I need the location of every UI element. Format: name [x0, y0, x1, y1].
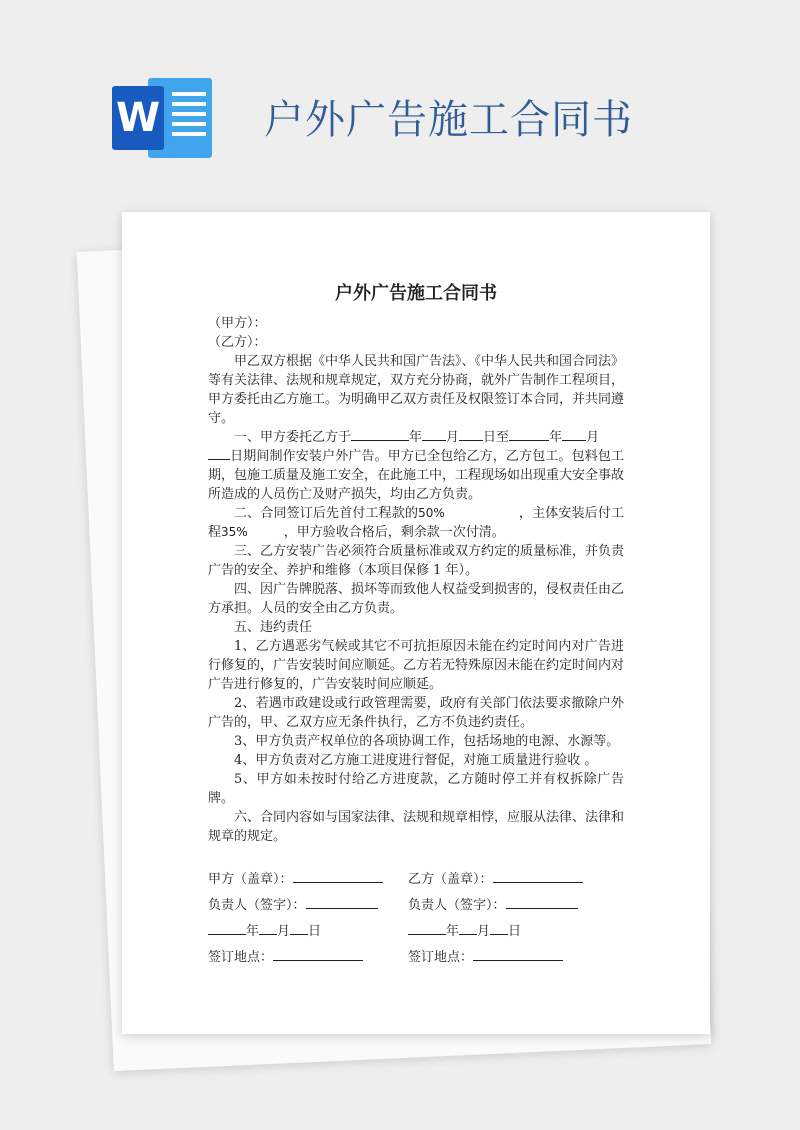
- signature-line: [293, 870, 383, 883]
- signature-line: [493, 870, 583, 883]
- clause-2-mid: ，主体安装后付工程: [208, 506, 624, 540]
- date-month: 月: [477, 924, 491, 939]
- date-year: 年: [446, 924, 460, 939]
- clause-5-item-1: 1、乙方遇恶劣气候或其它不可抗拒原因未能在约定时间内对广告进行修复的，广告安装时间应顺延。乙方若无特殊原因未能在约定时间内对广告进行修复的，广告安装时间应顺延。: [208, 639, 625, 692]
- party-b-seal-label: 乙方（盖章）：: [408, 872, 493, 887]
- blank-line: [459, 428, 483, 441]
- party-a-seal: [208, 868, 383, 887]
- clause-5-item-3: 3、甲方负责产权单位的各项协调工作，包括场地的电源、水源等。: [234, 734, 620, 749]
- blank-line: [290, 922, 308, 935]
- party-b-signer: [408, 894, 578, 913]
- party-a-seal-label: 甲方（盖章）：: [208, 872, 293, 887]
- clause-5-item-5: 5、甲方如未按时付给乙方进度款，乙方随时停工并有权拆除广告牌。: [208, 772, 624, 806]
- party-b-seal: [408, 868, 583, 887]
- date-day: 日: [308, 924, 322, 939]
- date-day: 日: [508, 924, 522, 939]
- blank-line: [408, 922, 446, 935]
- blank-line: [459, 922, 477, 935]
- party-b-line: （乙方）：: [208, 335, 267, 350]
- party-a-place: [208, 946, 363, 965]
- place-label: 签订地点：: [408, 950, 474, 965]
- blank-line: [208, 922, 246, 935]
- clause-5-item-4: 4、甲方负责对乙方施工进度进行督促，对施工质量进行验收 。: [234, 753, 598, 768]
- document-page: [122, 212, 710, 1034]
- signer-row: [208, 894, 624, 920]
- party-b-date: [408, 920, 521, 939]
- party-b-place: [408, 946, 563, 965]
- blank-line: [351, 428, 409, 441]
- signature-line: [473, 948, 563, 961]
- clause-3: 三、乙方安装广告必须符合质量标准或双方约定的质量标准，并负责广告的安全、养护和维修（本项目保修 1 年）。: [208, 544, 625, 578]
- signature-block: [208, 868, 624, 972]
- intro-paragraph: 甲乙双方根据《中华人民共和国广告法》、《中华人民共和国合同法》等有关法律、法规和规章规定，双方充分协商，就外广告制作工程项目，甲方委托由乙方施工。为明确甲乙双方责任及权限签订本合同，并共同遵守。: [208, 354, 625, 426]
- clause-5-item-2: 2、若遇市政建设或行政管理需要，政府有关部门依法要求撤除户外广告的，甲、乙双方应无条件执行，乙方不负违约责任。: [208, 696, 624, 730]
- clause-1-body: 日期间制作安装户外广告。甲方已全包给乙方，乙方包工。包料包工期，包施工质量及施工安全，在此施工中，工程现场如出现重大安全事故所造成的人员伤亡及财产损失，均由乙方负责。: [208, 449, 625, 502]
- clause-1-day-to: 日至: [483, 430, 510, 445]
- party-a-date: [208, 920, 321, 939]
- seal-row: [208, 868, 624, 894]
- clause-1-year-2: 年: [549, 430, 563, 445]
- word-icon-letter: W: [112, 86, 164, 150]
- blank-line: [509, 428, 549, 441]
- word-icon: [112, 78, 216, 158]
- clause-1-lead: 一、甲方委托乙方于: [234, 430, 352, 445]
- signature-line: [273, 948, 363, 961]
- clause-1-month-2: 月: [586, 430, 600, 445]
- banner-title: 户外广告施工合同书: [264, 97, 633, 143]
- party-a-signer-label: 负责人（签字）：: [208, 898, 306, 913]
- header-banner: [0, 0, 800, 200]
- clause-2-tail: ，甲方验收合格后，剩余款一次付清。: [283, 525, 505, 540]
- document-body: [208, 282, 624, 846]
- clause-5-title: 五、违约责任: [234, 620, 313, 635]
- clause-4: 四、因广告牌脱落、损坏等而致他人权益受到损害的，侵权责任由乙方承担。人员的安全由乙方负责。: [208, 582, 625, 616]
- word-icon-lines: [172, 92, 206, 142]
- clause-2-lead: 二、合同签订后先首付工程款的: [234, 506, 419, 521]
- clause-1: [208, 428, 624, 504]
- place-label: 签订地点：: [208, 950, 274, 965]
- blank-line: [422, 428, 446, 441]
- signature-line: [306, 896, 378, 909]
- clause-2-percent-first: 50%: [418, 506, 445, 520]
- blank-line: [490, 922, 508, 935]
- clause-2: [208, 504, 624, 542]
- document-title: 户外广告施工合同书: [335, 283, 497, 304]
- date-row: [208, 920, 624, 946]
- clause-2-percent-second: 35%: [221, 525, 248, 539]
- clause-1-year: 年: [409, 430, 423, 445]
- party-b-signer-label: 负责人（签字）：: [408, 898, 506, 913]
- party-a-signer: [208, 894, 378, 913]
- date-month: 月: [277, 924, 291, 939]
- blank-line: [259, 922, 277, 935]
- signature-line: [506, 896, 578, 909]
- clause-6: 六、合同内容如与国家法律、法规和规章相悖，应服从法律、法律和规章的规定。: [208, 810, 625, 844]
- date-year: 年: [246, 924, 260, 939]
- party-a-line: （甲方）：: [208, 316, 267, 331]
- blank-line: [208, 447, 230, 460]
- clause-1-month: 月: [446, 430, 460, 445]
- place-row: [208, 946, 624, 972]
- blank-line: [562, 428, 586, 441]
